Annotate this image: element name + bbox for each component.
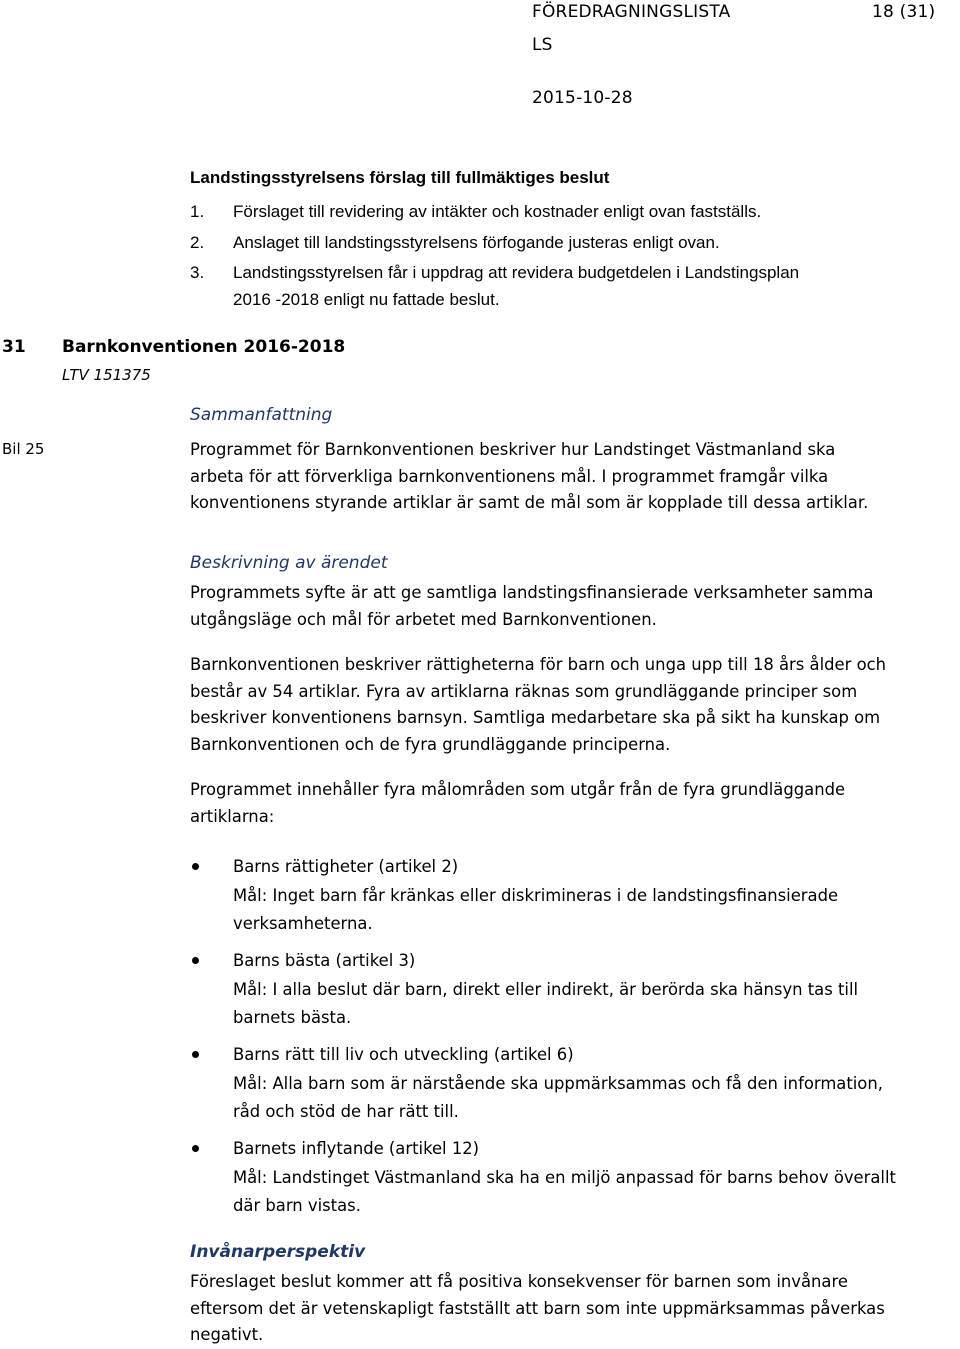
proposal-item-1-text: Förslaget till revidering av intäkter och kostnader enligt ovan fastställs.: [233, 202, 762, 221]
bullet-line: verksamheterna.: [233, 914, 373, 933]
summary-line: konventionens styrande artiklar är samt de mål som är kopplade till dessa artiklar.: [190, 493, 869, 512]
bullet-line: Barns rätt till liv och utveckling (artikel 6): [233, 1045, 574, 1064]
description-paragraph-1: [190, 580, 873, 633]
summary-line: Programmet för Barnkonventionen beskriver hur Landstinget Västmanland ska: [190, 440, 836, 459]
paragraph-line: Barnkonventionen beskriver rättigheterna för barn och unga upp till 18 års ålder och: [190, 655, 887, 674]
bullet-line: Barns rättigheter (artikel 2): [233, 857, 459, 876]
bullet-item-3: [233, 1041, 883, 1127]
citizen-line: Föreslaget beslut kommer att få positiva konsekvenser för barnen som invånare: [190, 1272, 848, 1291]
citizen-text: [190, 1269, 885, 1349]
bullet-line: Mål: Inget barn får kränkas eller diskrimineras i de landstingsfinansierade: [233, 885, 839, 905]
proposal-item-2-num: 2.: [190, 233, 205, 252]
summary-line: arbeta för att förverkliga barnkonventionens mål. I programmet framgår vilka: [190, 466, 829, 486]
doc-type: FÖREDRAGNINGSLISTA: [532, 2, 731, 22]
proposal-item-1-num: 1.: [190, 202, 205, 221]
bullet-item-4: [233, 1135, 896, 1221]
bullet-icon: [192, 1051, 199, 1058]
attachment-label: Bil 25: [2, 440, 45, 458]
citizen-line: negativt.: [190, 1325, 264, 1344]
description-heading: Beskrivning av ärendet: [190, 553, 388, 573]
page-number: 18 (31): [872, 2, 936, 22]
doc-date: 2015-10-28: [532, 88, 633, 108]
description-paragraph-2: [190, 652, 886, 758]
paragraph-line: Programmet innehåller fyra målområden som utgår från de fyra grundläggande: [190, 780, 846, 799]
proposal-item-2-text: Anslaget till landstingsstyrelsens förfogande justeras enligt ovan.: [233, 233, 720, 252]
paragraph-line: artiklarna:: [190, 806, 275, 826]
bullet-line: Mål: I alla beslut där barn, direkt eller indirekt, är berörda ska hänsyn tas till: [233, 979, 859, 999]
org-code: LS: [532, 35, 553, 55]
bullet-icon: [192, 957, 199, 964]
proposal-title: Landstingsstyrelsens förslag till fullmäktiges beslut: [190, 168, 610, 187]
bullet-icon: [192, 1145, 199, 1152]
citizen-heading: Invånarperspektiv: [190, 1242, 366, 1262]
item-title: Barnkonventionen 2016-2018: [62, 337, 346, 357]
proposal-item-3-num: 3.: [190, 263, 205, 282]
citizen-line: eftersom det är vetenskapligt fastställt att barn som inte uppmärksammas påverkas: [190, 1298, 885, 1318]
description-paragraph-3: [190, 777, 845, 830]
bullet-line: Mål: Landstinget Västmanland ska ha en miljö anpassad för barns behov överallt: [233, 1167, 896, 1187]
paragraph-line: Barnkonventionen och de fyra grundläggande principerna.: [190, 734, 671, 754]
paragraph-line: beskriver konventionens barnsyn. Samtliga medarbetare ska på sikt ha kunskap om: [190, 708, 881, 727]
bullet-item-2: [233, 947, 858, 1033]
bullet-icon: [192, 863, 199, 870]
paragraph-line: utgångsläge och mål för arbetet med Barnkonventionen.: [190, 609, 657, 629]
bullet-line: Mål: Alla barn som är närstående ska uppmärksammas och få den information,: [233, 1073, 883, 1093]
paragraph-line: består av 54 artiklar. Fyra av artiklarna räknas som grundläggande principer som: [190, 681, 858, 701]
item-reference: LTV 151375: [62, 366, 151, 384]
bullet-line: Barns bästa (artikel 3): [233, 951, 416, 970]
proposal-item-3-text: Landstingsstyrelsen får i uppdrag att revidera budgetdelen i Landstingsplan: [233, 263, 800, 282]
summary-text: [190, 437, 868, 517]
bullet-line: där barn vistas.: [233, 1196, 361, 1215]
item-number: 31: [2, 337, 26, 357]
bullet-line: barnets bästa.: [233, 1008, 352, 1027]
bullet-item-1: [233, 853, 838, 939]
proposal-item-3-text-cont: 2016 -2018 enligt nu fattade beslut.: [233, 290, 500, 309]
summary-heading: Sammanfattning: [190, 405, 333, 425]
paragraph-line: Programmets syfte är att ge samtliga landstingsfinansierade verksamheter samma: [190, 583, 874, 602]
bullet-line: Barnets inflytande (artikel 12): [233, 1139, 480, 1158]
bullet-line: råd och stöd de har rätt till.: [233, 1102, 459, 1121]
